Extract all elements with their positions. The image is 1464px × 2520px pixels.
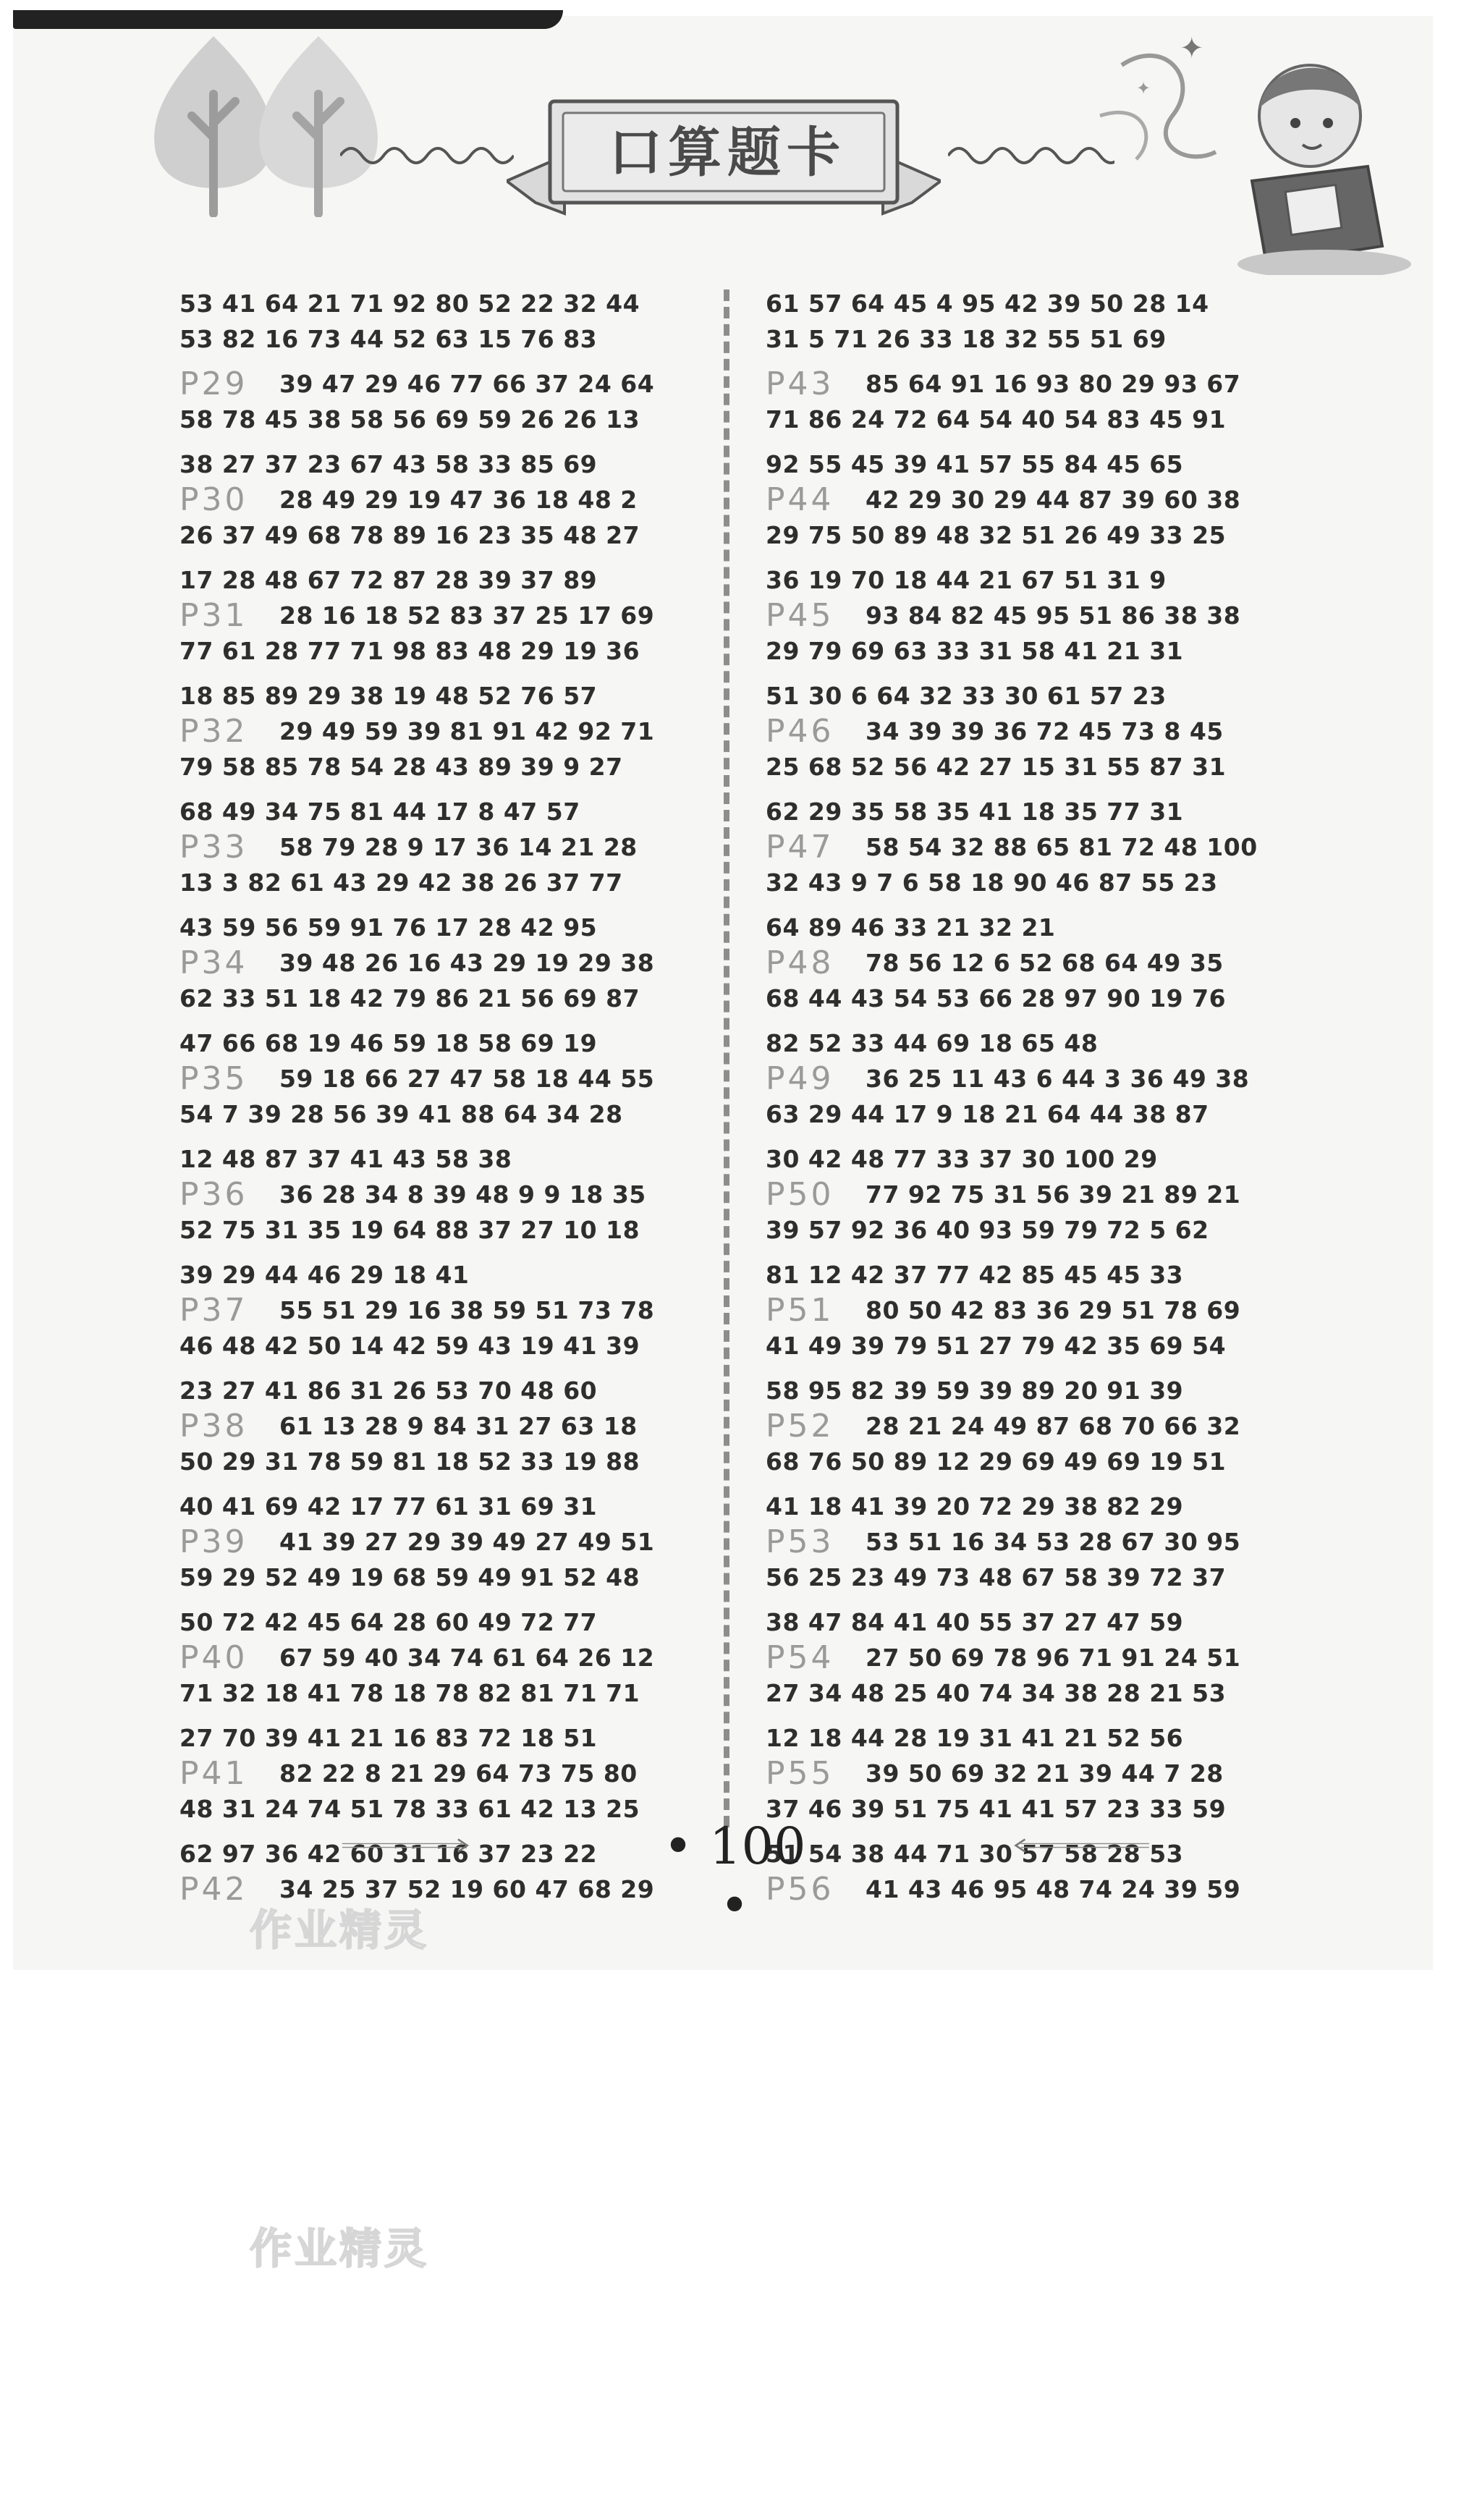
answer-numbers: 38 27 37 23 67 43 58 33 85 69 [179, 450, 598, 478]
svg-text:✦: ✦ [1136, 78, 1151, 98]
exercise-row [179, 1061, 744, 1096]
exercise-row [766, 714, 1330, 749]
answer-numbers: 39 57 92 36 40 93 59 79 72 5 62 [766, 1216, 1209, 1244]
page-label: P47 [766, 829, 834, 866]
exercise-row [179, 910, 744, 945]
answer-numbers: 82 52 33 44 69 18 65 48 [766, 1029, 1099, 1057]
page-label: P37 [179, 1292, 248, 1329]
exercise-row [179, 1328, 744, 1363]
exercise-row [766, 633, 1330, 669]
answer-numbers: 53 82 16 73 44 52 63 15 76 83 [179, 325, 598, 353]
answer-numbers: 58 95 82 39 59 39 89 20 91 39 [766, 1377, 1184, 1405]
answer-numbers: 47 66 68 19 46 59 18 58 69 19 [179, 1029, 598, 1057]
answer-numbers: 40 41 69 42 17 77 61 31 69 31 [179, 1492, 598, 1521]
exercise-row [766, 749, 1330, 785]
answer-numbers: 53 41 64 21 71 92 80 52 22 32 44 [179, 289, 640, 318]
answer-numbers: 28 49 29 19 47 36 18 48 2 [279, 486, 638, 514]
exercise-row [179, 633, 744, 669]
page-label: P36 [179, 1176, 248, 1213]
answer-numbers: 39 29 44 46 29 18 41 [179, 1261, 470, 1289]
answer-numbers: 34 25 37 52 19 60 47 68 29 [279, 1875, 655, 1903]
answer-numbers: 43 59 56 59 91 76 17 28 42 95 [179, 913, 598, 942]
page-title: 口算题卡 [609, 122, 846, 184]
answer-numbers: 52 75 31 35 19 64 88 37 27 10 18 [179, 1216, 640, 1244]
exercise-row [766, 402, 1330, 437]
answer-numbers: 37 46 39 51 75 41 41 57 23 33 59 [766, 1795, 1227, 1823]
answer-numbers: 41 18 41 39 20 72 29 38 82 29 [766, 1492, 1184, 1521]
answer-numbers: 67 59 40 34 74 61 64 26 12 [279, 1644, 655, 1672]
page-label: P38 [179, 1408, 248, 1445]
answer-numbers: 25 68 52 56 42 27 15 31 55 87 31 [766, 753, 1227, 781]
answer-numbers: 68 49 34 75 81 44 17 8 47 57 [179, 798, 580, 826]
answer-numbers: 62 29 35 58 35 41 18 35 77 31 [766, 798, 1184, 826]
exercise-row [179, 981, 744, 1016]
page-label: P32 [179, 713, 248, 750]
answer-numbers: 53 51 16 34 53 28 67 30 95 [866, 1528, 1241, 1556]
girl-reading-book-icon [1093, 14, 1426, 275]
exercise-row [179, 1640, 744, 1675]
answer-numbers: 36 25 11 43 6 44 3 36 49 38 [866, 1065, 1250, 1093]
exercise-row [766, 1675, 1330, 1711]
answer-numbers: 41 43 46 95 48 74 24 39 59 [866, 1875, 1241, 1903]
answer-numbers: 28 16 18 52 83 37 25 17 69 [279, 601, 655, 630]
exercise-row [179, 1720, 744, 1756]
answer-numbers: 64 89 46 33 21 32 21 [766, 913, 1056, 942]
answer-numbers: 51 54 38 44 71 30 57 58 28 53 [766, 1840, 1184, 1868]
exercise-row [179, 678, 744, 714]
exercise-row [766, 1026, 1330, 1061]
svg-text:✦: ✦ [1180, 32, 1204, 65]
exercise-row [766, 1524, 1330, 1560]
page-label: P29 [179, 365, 248, 402]
exercise-row [766, 678, 1330, 714]
answer-numbers: 12 48 87 37 41 43 58 38 [179, 1145, 512, 1173]
exercise-row [179, 1560, 744, 1595]
page-label: P56 [766, 1871, 834, 1908]
answer-numbers: 28 21 24 49 87 68 70 66 32 [866, 1412, 1241, 1440]
exercise-row [766, 1872, 1330, 1907]
page-label: P48 [766, 944, 834, 981]
exercise-row [766, 1257, 1330, 1293]
page-label: P33 [179, 829, 248, 866]
answer-numbers: 63 29 44 17 9 18 21 64 44 38 87 [766, 1100, 1209, 1128]
exercise-row [766, 366, 1330, 402]
answer-numbers: 27 70 39 41 21 16 83 72 18 51 [179, 1724, 598, 1752]
answer-numbers: 77 61 28 77 71 98 83 48 29 19 36 [179, 637, 640, 665]
exercise-row [766, 321, 1330, 357]
exercise-row [179, 1524, 744, 1560]
exercise-row [766, 1373, 1330, 1408]
column-divider [724, 289, 729, 1827]
answer-numbers: 71 32 18 41 78 18 78 82 81 71 71 [179, 1679, 640, 1707]
exercise-row [766, 1756, 1330, 1791]
answer-numbers: 78 56 12 6 52 68 64 49 35 [866, 949, 1224, 977]
page-label: P55 [766, 1755, 834, 1792]
watermark: 作业精灵 [250, 1906, 430, 1955]
exercise-row [766, 945, 1330, 981]
answer-numbers: 54 7 39 28 56 39 41 88 64 34 28 [179, 1100, 623, 1128]
answer-numbers: 85 64 91 16 93 80 29 93 67 [866, 370, 1241, 398]
exercise-row [179, 562, 744, 598]
exercise-row [179, 1408, 744, 1444]
answer-numbers: 29 49 59 39 81 91 42 92 71 [279, 717, 655, 745]
exercise-row [766, 794, 1330, 829]
exercise-row [766, 1720, 1330, 1756]
answer-numbers: 58 78 45 38 58 56 69 59 26 26 13 [179, 405, 640, 434]
page-label: P30 [179, 481, 248, 518]
tree-icon [246, 29, 391, 217]
exercise-row [766, 482, 1330, 517]
page-label: P34 [179, 944, 248, 981]
answer-numbers: 46 48 42 50 14 42 59 43 19 41 39 [179, 1332, 640, 1360]
page-label: P52 [766, 1408, 834, 1445]
page-label: P51 [766, 1292, 834, 1329]
answer-numbers: 39 50 69 32 21 39 44 7 28 [866, 1759, 1224, 1788]
answer-numbers: 50 72 42 45 64 28 60 49 72 77 [179, 1608, 598, 1636]
exercise-row [766, 447, 1330, 482]
answer-numbers: 51 30 6 64 32 33 30 61 57 23 [766, 682, 1167, 710]
page-label: P46 [766, 713, 834, 750]
answer-numbers: 59 29 52 49 19 68 59 49 91 52 48 [179, 1563, 640, 1591]
right-column [766, 286, 1330, 1907]
page-label: P40 [179, 1639, 248, 1676]
exercise-row [179, 517, 744, 553]
exercise-row [766, 1141, 1330, 1177]
exercise-row [179, 321, 744, 357]
exercise-row [179, 749, 744, 785]
answer-numbers: 42 29 30 29 44 87 39 60 38 [866, 486, 1241, 514]
answer-numbers: 31 5 71 26 33 18 32 55 51 69 [766, 325, 1167, 353]
answer-numbers: 39 47 29 46 77 66 37 24 64 [279, 370, 655, 398]
answer-numbers: 61 13 28 9 84 31 27 63 18 [279, 1412, 638, 1440]
answer-numbers: 56 25 23 49 73 48 67 58 39 72 37 [766, 1563, 1227, 1591]
answer-numbers: 68 44 43 54 53 66 28 97 90 19 76 [766, 984, 1227, 1012]
answer-numbers: 38 47 84 41 40 55 37 27 47 59 [766, 1608, 1184, 1636]
answer-numbers: 77 92 75 31 56 39 21 89 21 [866, 1180, 1241, 1209]
answer-numbers: 79 58 85 78 54 28 43 89 39 9 27 [179, 753, 623, 781]
answer-numbers: 27 50 69 78 96 71 91 24 51 [866, 1644, 1241, 1672]
page-label: P50 [766, 1176, 834, 1213]
answer-numbers: 17 28 48 67 72 87 28 39 37 89 [179, 566, 598, 594]
answer-numbers: 58 54 32 88 65 81 72 48 100 [866, 833, 1258, 861]
answer-numbers: 80 50 42 83 36 29 51 78 69 [866, 1296, 1241, 1324]
exercise-row [766, 865, 1330, 900]
page-label: P45 [766, 597, 834, 634]
answer-numbers: 93 84 82 45 95 51 86 38 38 [866, 601, 1241, 630]
wavy-line-right [948, 141, 1114, 170]
answer-numbers: 58 79 28 9 17 36 14 21 28 [279, 833, 638, 861]
wavy-line-left [340, 141, 514, 170]
exercise-row [179, 598, 744, 633]
exercise-row [179, 829, 744, 865]
arrow-right-icon [185, 1838, 626, 1853]
answer-numbers: 29 75 50 89 48 32 51 26 49 33 25 [766, 521, 1227, 549]
answer-numbers: 32 43 9 7 6 58 18 90 46 87 55 23 [766, 868, 1218, 897]
exercise-row [766, 1293, 1330, 1328]
answer-numbers: 82 22 8 21 29 64 73 75 80 [279, 1759, 638, 1788]
answer-numbers: 61 57 64 45 4 95 42 39 50 28 14 [766, 289, 1209, 318]
exercise-row [766, 1560, 1330, 1595]
answer-numbers: 41 49 39 79 51 27 79 42 35 69 54 [766, 1332, 1227, 1360]
exercise-row [179, 1293, 744, 1328]
answer-numbers: 36 28 34 8 39 48 9 9 18 35 [279, 1180, 646, 1209]
page-label: P35 [179, 1060, 248, 1097]
exercise-row [179, 447, 744, 482]
answer-numbers: 36 19 70 18 44 21 67 51 31 9 [766, 566, 1167, 594]
exercise-row [179, 1096, 744, 1132]
exercise-row [179, 794, 744, 829]
exercise-row [766, 910, 1330, 945]
exercise-row [766, 1791, 1330, 1827]
exercise-row [179, 482, 744, 517]
answer-numbers: 18 85 89 29 38 19 48 52 76 57 [179, 682, 598, 710]
exercise-row [179, 1756, 744, 1791]
scan-edge-shadow [13, 10, 563, 29]
exercise-row [766, 1604, 1330, 1640]
answer-numbers: 48 31 24 74 51 78 33 61 42 13 25 [179, 1795, 640, 1823]
page-label: P49 [766, 1060, 834, 1097]
page-label: P53 [766, 1523, 834, 1560]
exercise-row [179, 1604, 744, 1640]
exercise-row [766, 562, 1330, 598]
page-label: P41 [179, 1755, 248, 1792]
exercise-row [766, 1177, 1330, 1212]
answer-numbers: 62 97 36 42 60 31 16 37 23 22 [179, 1840, 598, 1868]
exercise-row [179, 865, 744, 900]
answer-numbers: 92 55 45 39 41 57 55 84 45 65 [766, 450, 1184, 478]
left-column [179, 286, 744, 1907]
exercise-row [179, 714, 744, 749]
exercise-row [179, 366, 744, 402]
exercise-row [179, 945, 744, 981]
answer-numbers: 23 27 41 86 31 26 53 70 48 60 [179, 1377, 598, 1405]
exercise-row [179, 1675, 744, 1711]
page-label: P44 [766, 481, 834, 518]
answer-numbers: 62 33 51 18 42 79 86 21 56 69 87 [179, 984, 640, 1012]
exercise-row [179, 1444, 744, 1479]
exercise-row [766, 1408, 1330, 1444]
exercise-row [766, 1096, 1330, 1132]
answer-numbers: 81 12 42 37 77 42 85 45 45 33 [766, 1261, 1184, 1289]
exercise-row [179, 402, 744, 437]
answer-numbers: 26 37 49 68 78 89 16 23 35 48 27 [179, 521, 640, 549]
exercise-row [766, 1640, 1330, 1675]
page-label: P43 [766, 365, 834, 402]
answer-numbers: 27 34 48 25 40 74 34 38 28 21 53 [766, 1679, 1227, 1707]
answer-numbers: 34 39 39 36 72 45 73 8 45 [866, 717, 1224, 745]
answer-numbers: 71 86 24 72 64 54 40 54 83 45 91 [766, 405, 1227, 434]
exercise-row [179, 1212, 744, 1248]
answer-numbers: 29 79 69 63 33 31 58 41 21 31 [766, 637, 1184, 665]
exercise-row [766, 1444, 1330, 1479]
answer-numbers: 59 18 66 27 47 58 18 44 55 [279, 1065, 655, 1093]
answer-numbers: 68 76 50 89 12 29 69 49 69 19 51 [766, 1447, 1227, 1476]
page-label: P54 [766, 1639, 834, 1676]
page-label: P31 [179, 597, 248, 634]
answer-numbers: 39 48 26 16 43 29 19 29 38 [279, 949, 655, 977]
exercise-row [179, 1026, 744, 1061]
exercise-row [766, 1212, 1330, 1248]
answer-numbers: 55 51 29 16 38 59 51 73 78 [279, 1296, 655, 1324]
exercise-row [179, 1489, 744, 1524]
exercise-row [179, 1257, 744, 1293]
page-number: • 100 • [663, 1817, 806, 1935]
watermark: 作业精灵 [250, 2224, 430, 2273]
exercise-row [766, 829, 1330, 865]
answer-numbers: 13 3 82 61 43 29 42 38 26 37 77 [179, 868, 623, 897]
exercise-row [179, 286, 744, 321]
exercise-row [766, 981, 1330, 1016]
exercise-row [766, 1061, 1330, 1096]
exercise-row [766, 286, 1330, 321]
exercise-row [179, 1141, 744, 1177]
answer-numbers: 50 29 31 78 59 81 18 52 33 19 88 [179, 1447, 640, 1476]
answer-numbers: 41 39 27 29 39 49 27 49 51 [279, 1528, 655, 1556]
answer-numbers: 30 42 48 77 33 37 30 100 29 [766, 1145, 1158, 1173]
exercise-row [766, 598, 1330, 633]
exercise-row [766, 1328, 1330, 1363]
exercise-row [766, 1489, 1330, 1524]
answer-numbers: 12 18 44 28 19 31 41 21 52 56 [766, 1724, 1184, 1752]
page-label: P39 [179, 1523, 248, 1560]
exercise-row [766, 517, 1330, 553]
exercise-row [179, 1177, 744, 1212]
exercise-row [179, 1373, 744, 1408]
arrow-left-icon [847, 1838, 1317, 1853]
page-label: P42 [179, 1871, 248, 1908]
